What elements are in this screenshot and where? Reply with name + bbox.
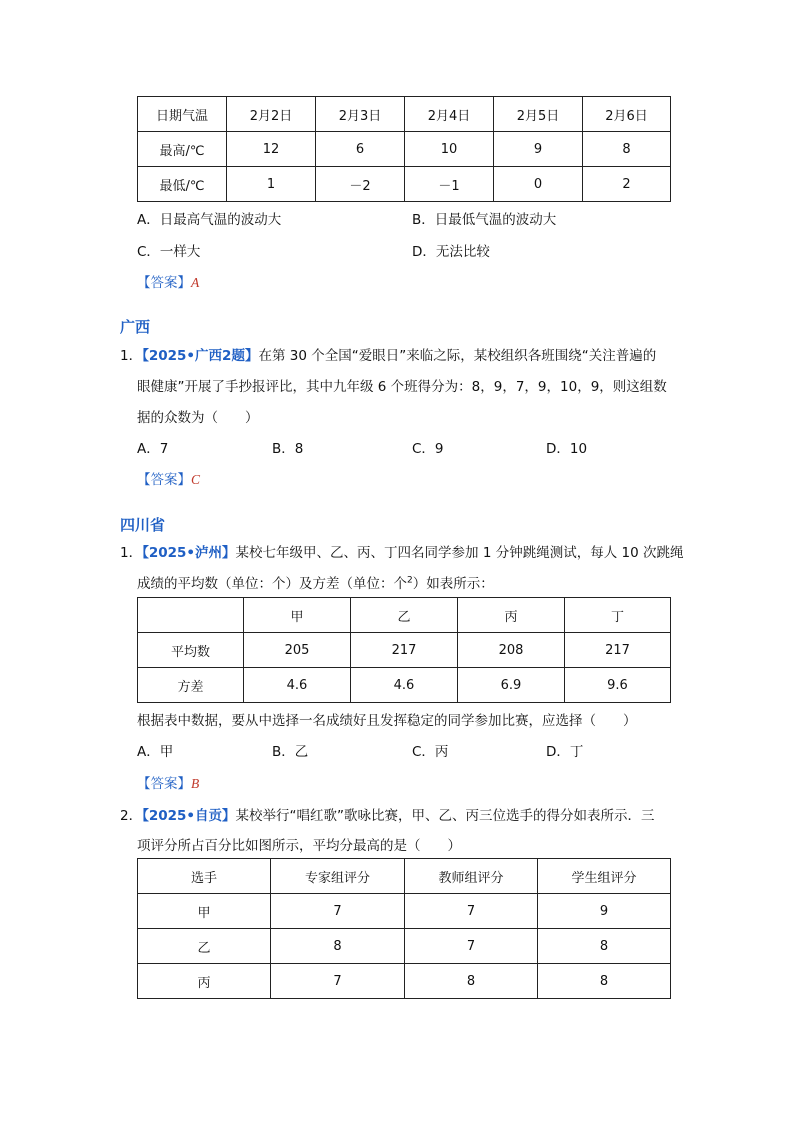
table-cell: 丙: [138, 964, 271, 999]
table-cell: 专家组评分: [271, 859, 405, 894]
table-cell: 6.9: [458, 668, 565, 703]
table-cell: 10: [405, 132, 494, 167]
question-text: 项评分所占百分比如图所示，平均分最高的是（ ）: [137, 838, 461, 854]
region-heading: 四川省: [120, 516, 166, 534]
table-cell: 205: [244, 633, 351, 668]
region-heading: 广西: [120, 318, 151, 336]
table-cell: 0: [494, 167, 583, 202]
option-d: D．10: [546, 441, 588, 457]
option-a: A．日最高气温的波动大: [137, 212, 282, 228]
table-cell: 2月5日: [494, 97, 583, 132]
table-cell: 8: [271, 929, 405, 964]
table-row: [138, 894, 671, 929]
answer-label: 【答案】: [137, 776, 191, 792]
question-source-tag: 【2025•自贡】: [142, 808, 236, 824]
table-cell: 丙: [458, 598, 565, 633]
table-header-row: [138, 598, 671, 633]
option-a: A．7: [137, 441, 169, 457]
question-source-tag: 【2025•广西2题】: [142, 348, 259, 364]
option-c: C．9: [412, 441, 444, 457]
answer-line: [137, 772, 199, 792]
table-cell: 9: [538, 894, 671, 929]
table-cell: 8: [405, 964, 538, 999]
table-cell: 217: [351, 633, 458, 668]
score-table: [137, 858, 671, 999]
table-cell: 甲: [138, 894, 271, 929]
table-cell: 教师组评分: [405, 859, 538, 894]
table-cell: 9: [494, 132, 583, 167]
question-number: 1．: [120, 348, 143, 364]
table-cell: 最高/℃: [138, 132, 227, 167]
table-cell: 最低/℃: [138, 167, 227, 202]
answer-line: [137, 271, 199, 291]
table-row: [138, 633, 671, 668]
answer-label: 【答案】: [137, 275, 191, 291]
question-line: [120, 344, 656, 364]
table-cell: 学生组评分: [538, 859, 671, 894]
option-b: B．乙: [272, 744, 309, 760]
question-text: 根据表中数据，要从中选择一名成绩好且发挥稳定的同学参加比赛，应选择（ ）: [137, 713, 637, 729]
table-cell: 2月2日: [227, 97, 316, 132]
table-cell: [138, 598, 244, 633]
question-text: 某校七年级甲、乙、丙、丁四名同学参加 1 分钟跳绳测试，每人 10 次跳绳: [235, 545, 684, 561]
table-cell: 4.6: [244, 668, 351, 703]
option-b: B．日最低气温的波动大: [412, 212, 557, 228]
answer-label: 【答案】: [137, 472, 191, 488]
table-cell: 1: [227, 167, 316, 202]
question-text-part: ）如表所示：: [412, 576, 494, 592]
table-row: [138, 167, 671, 202]
option-c: C．丙: [412, 744, 449, 760]
table-row: [138, 668, 671, 703]
table-header-row: [138, 859, 671, 894]
option-a: A．甲: [137, 744, 174, 760]
table-cell: 6: [316, 132, 405, 167]
table-cell: 方差: [138, 668, 244, 703]
table-cell: 选手: [138, 859, 271, 894]
question-line: [120, 541, 683, 561]
table-cell: －1: [405, 167, 494, 202]
question-text: 在第 30 个全国“爱眼日”来临之际，某校组织各班围绕“关注普遍的: [258, 348, 657, 364]
table-cell: 9.6: [565, 668, 671, 703]
option-c: C．一样大: [137, 244, 201, 260]
stats-table: [137, 597, 671, 703]
table-cell: 2: [583, 167, 671, 202]
answer-value: C: [191, 472, 201, 487]
table-cell: 2月4日: [405, 97, 494, 132]
question-text: 某校举行“唱红歌”歌咏比赛，甲、乙、丙三位选手的得分如表所示．三: [235, 808, 655, 824]
answer-value: B: [191, 776, 200, 791]
option-b: B．8: [272, 441, 304, 457]
table-cell: 208: [458, 633, 565, 668]
question-number: 2．: [120, 808, 143, 824]
table-cell: 7: [271, 964, 405, 999]
question-source-tag: 【2025•泸州】: [142, 545, 236, 561]
table-cell: 甲: [244, 598, 351, 633]
table-cell: －2: [316, 167, 405, 202]
question-text: 眼健康”开展了手抄报评比，其中九年级 6 个班得分为：8，9，7，9，10，9，则这组数: [137, 379, 667, 395]
answer-value: A: [191, 275, 200, 290]
table-cell: 8: [538, 929, 671, 964]
table-cell: 8: [538, 964, 671, 999]
table-cell: 4.6: [351, 668, 458, 703]
answer-line: [137, 468, 200, 488]
table-row: [138, 132, 671, 167]
table-cell: 乙: [138, 929, 271, 964]
question-line: [120, 804, 655, 824]
table-cell: 7: [405, 929, 538, 964]
table-cell: 2月3日: [316, 97, 405, 132]
option-d: D．无法比较: [412, 244, 490, 260]
question-text: 据的众数为（ ）: [137, 410, 259, 426]
table-row: [138, 929, 671, 964]
table-cell: 8: [583, 132, 671, 167]
question-text: [137, 572, 494, 592]
option-d: D．丁: [546, 744, 584, 760]
table-cell: 丁: [565, 598, 671, 633]
table-cell: 2月6日: [583, 97, 671, 132]
temperature-table: [137, 96, 671, 202]
table-cell: 日期气温: [138, 97, 227, 132]
table-cell: 12: [227, 132, 316, 167]
table-cell: 7: [405, 894, 538, 929]
table-cell: 平均数: [138, 633, 244, 668]
question-number: 1．: [120, 545, 143, 561]
superscript: 2: [407, 575, 413, 586]
question-text-part: 成绩的平均数（单位：个）及方差（单位：个: [137, 576, 407, 592]
table-cell: 乙: [351, 598, 458, 633]
table-cell: 7: [271, 894, 405, 929]
table-row: [138, 964, 671, 999]
table-header-row: [138, 97, 671, 132]
table-cell: 217: [565, 633, 671, 668]
